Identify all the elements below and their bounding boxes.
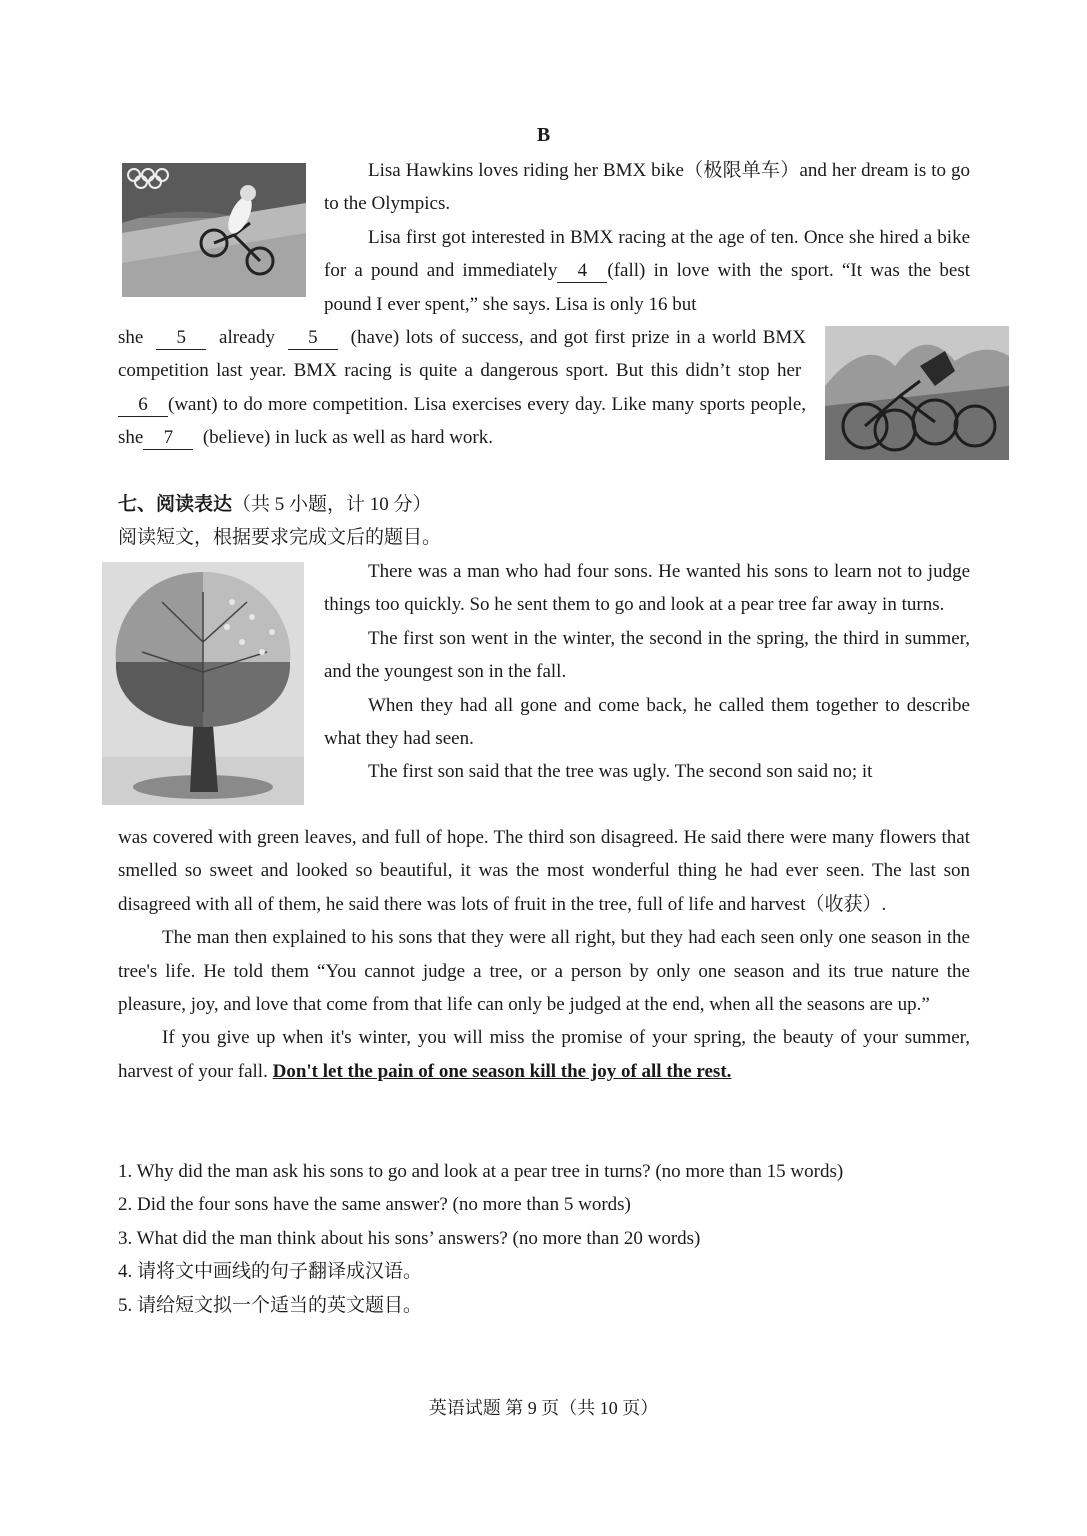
blank-5b: 5 — [288, 327, 338, 350]
bmx-rider-photo — [122, 163, 306, 297]
question-5: 5. 请给短文拟一个适当的英文题目。 — [118, 1294, 423, 1316]
blank-5a: 5 — [156, 327, 206, 350]
section-letter: B — [536, 124, 551, 146]
page-footer: 英语试题 第 9 页（共 10 页） — [428, 1398, 659, 1418]
blank-4: 4 — [557, 260, 607, 283]
question-4: 4. 请将文中画线的句子翻译成汉语。 — [118, 1261, 423, 1283]
question-1: 1. Why did the man ask his sons to go and look at a pear tree in turns? (no more than 15 words) — [118, 1161, 844, 1182]
bmx-paragraph-1: Lisa Hawkins loves riding her BMX bike（极限单车）and her dream is to go to the Olympics. — [324, 160, 970, 215]
story-paragraph-1: There was a man who had four sons. He wanted his sons to learn not to judge things too quickly. So he sent them to go and look at a pear tree far away in turns. — [324, 561, 970, 616]
bmx-paragraph-2: Lisa first got interested in BMX racing at the age of ten. Once she hired a bike for a pound and immediately 4 (fall) in love with the sport. “It was the best pound I ever spent,” she says. Lisa is only 16 but — [324, 226, 971, 315]
story-paragraph-6: If you give up when it's winter, you will miss the promise of your spring, the beauty of your summer, harvest of your fall. Don't let the pain of one season kill the joy of all the rest. — [118, 1027, 970, 1082]
underlined-sentence: Don't let the pain of one season kill the joy of all the rest. — [272, 1060, 732, 1082]
question-3: 3. What did the man think about his sons’ answers? (no more than 20 words) — [118, 1227, 701, 1249]
section-7-heading: 七、阅读表达（共 5 小题，计 10 分） — [118, 494, 432, 515]
story-paragraph-4-rest: was covered with green leaves, and full of hope. The third son disagreed. He said there were many flowers that smelled so sweet and looked so beautiful, it was the most wonderful thing he had ever seen. The last son disagreed with all of them, he said there was lots of fruit in the tree, full of life and harvest（收获）. — [118, 827, 970, 915]
story-paragraph-2: The first son went in the winter, the second in the spring, the third in summer, and the youngest son in the fall. — [324, 627, 970, 683]
questions-list — [118, 1155, 970, 1322]
bmx-paragraph-3: she 5 already 5 (have) lots of success, and got first prize in a world BMX competition last year. BMX racing is quite a dangerous sport. But this didn’t stop her 6 (want) to do more competition. Lisa exercises every day. Like many sports people, she 7 (believe) in luck as well as hard work. — [118, 327, 807, 449]
story-paragraph-3: When they had all gone and come back, he called them together to describe what they had seen. — [324, 694, 970, 750]
blank-6: 6 — [118, 394, 168, 417]
blank-7: 7 — [143, 427, 193, 450]
section-7-instruction: 阅读短文，根据要求完成文后的题目。 — [118, 527, 442, 549]
bikes-photo — [825, 326, 1009, 460]
story-paragraph-5: The man then explained to his sons that they were all right, but they had each seen only one season in the tree's life. He told them “You cannot judge a tree, or a person by only one season and its true nature the pleasure, joy, and love that come from that life can only be judged at the end, when all the seasons are up.” — [118, 927, 970, 1016]
four-seasons-tree-image — [102, 562, 304, 805]
question-2: 2. Did the four sons have the same answer? (no more than 5 words) — [118, 1194, 631, 1216]
story-paragraph-4-first-line: The first son said that the tree was ugly. The second son said no; it — [368, 761, 873, 783]
